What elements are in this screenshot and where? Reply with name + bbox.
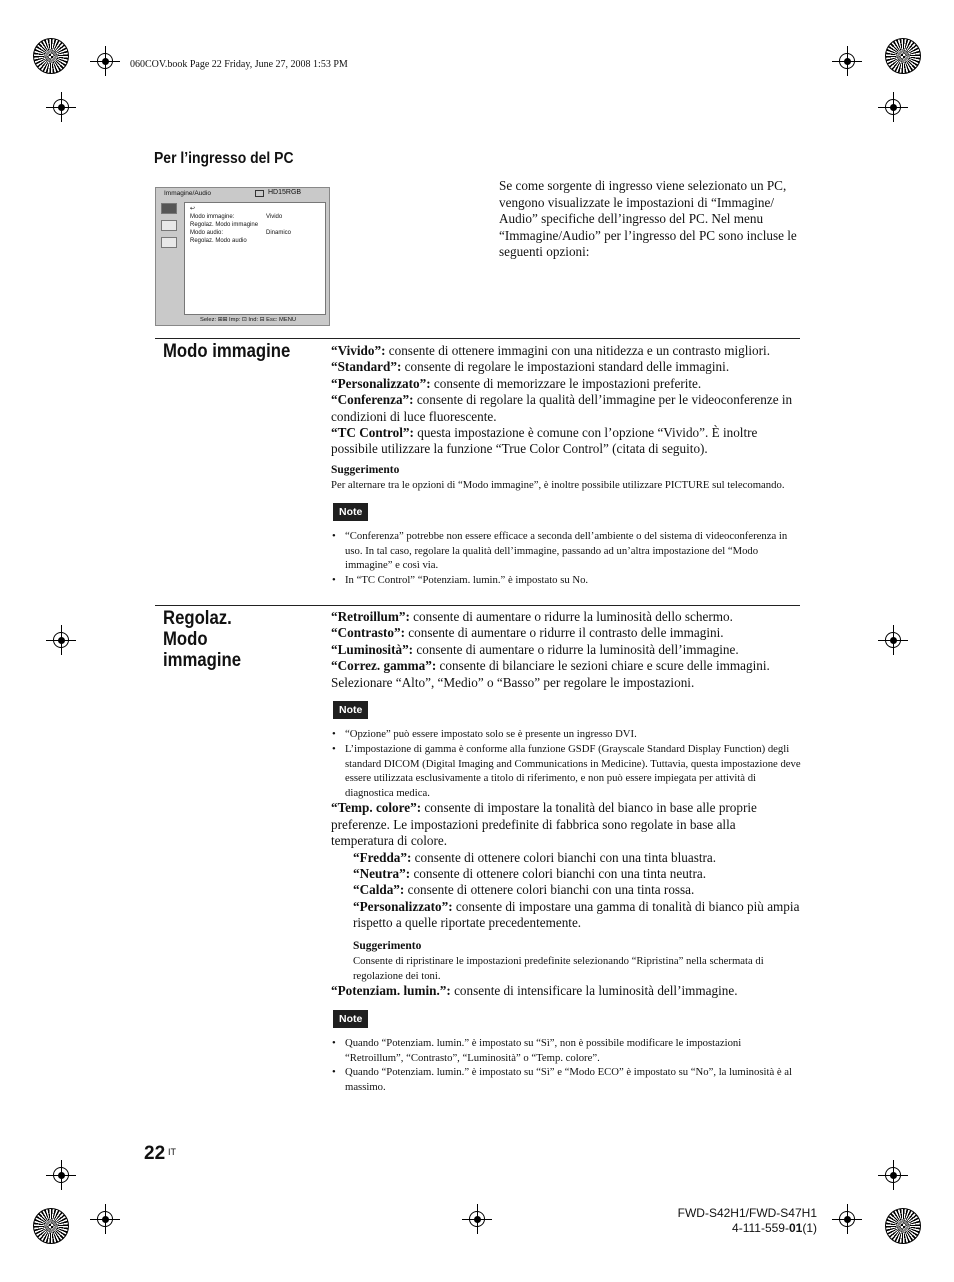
section-rule bbox=[155, 605, 800, 606]
menu-row: Modo audio: Dinamico bbox=[190, 230, 292, 236]
note-item: • “Opzione” può essere impostato solo se è presente un ingresso DVI. bbox=[331, 727, 801, 742]
menu-screenshot bbox=[155, 187, 330, 326]
option-subitem: “Calda”: consente di ottenere colori bianchi con una tinta rossa. bbox=[353, 882, 695, 898]
file-header: 060COV.book Page 22 Friday, June 27, 2008 1:53 PM bbox=[130, 59, 348, 70]
option-item: “Correz. gamma”: consente di bilanciare le sezioni chiare e scure delle immagini. Selezionare “Alto”, “Medio” o “Basso” per regolare le impostazioni. bbox=[331, 658, 770, 690]
back-icon: ↩ bbox=[190, 206, 196, 212]
registration-mark bbox=[46, 1160, 76, 1190]
note-item: • In “TC Control” “Potenziam. lumin.” è impostato su No. bbox=[331, 573, 801, 588]
menu-row: Regolaz. Modo audio bbox=[190, 238, 247, 244]
menu-row: Modo immagine: Vivido bbox=[190, 214, 283, 220]
model-code: 4-111-559-01(1) bbox=[732, 1221, 817, 1235]
option-item: “Standard”: consente di regolare le impostazioni standard delle immagini. bbox=[331, 359, 730, 375]
suggestion-text: Consente di ripristinare le impostazioni predefinite selezionando “Ripristina” nella schermata di regolazione dei toni. bbox=[353, 955, 764, 982]
intro-text: Se come sorgente di ingresso viene selezionato un PC, vengono visualizzate le impostazioni di “Immagine/ Audio” specifiche dell’ingresso del PC. Nel menu “Immagine/Audio” per l’ingresso del PC sono incluse le seguenti opzioni: bbox=[499, 178, 797, 260]
screen-source: HD15RGB bbox=[268, 189, 302, 196]
section-title-regolaz: Regolaz. Modo immagine bbox=[163, 608, 242, 671]
registration-mark bbox=[832, 46, 862, 76]
registration-mark bbox=[46, 625, 76, 655]
note-list bbox=[331, 1036, 801, 1094]
model-names: FWD-S42H1/FWD-S47H1 bbox=[677, 1206, 817, 1220]
note-list bbox=[331, 727, 801, 800]
option-item: “Contrasto”: consente di aumentare o ridurre il contrasto delle immagini. bbox=[331, 625, 724, 641]
screen-menu-panel bbox=[184, 202, 326, 315]
note-item: • Quando “Potenziam. lumin.” è impostato su “Sì” e “Modo ECO” è impostato su “No”, la luminosità è al massimo. bbox=[331, 1065, 801, 1094]
option-item: “Vivido”: consente di ottenere immagini con una nitidezza e un contrasto migliori. bbox=[331, 343, 770, 358]
note-badge: Note bbox=[333, 1010, 368, 1028]
crop-mark-star bbox=[885, 38, 921, 74]
option-item: “Luminosità”: consente di aumentare o ridurre la luminosità dell’immagine. bbox=[331, 641, 739, 657]
section-heading: Per l’ingresso del PC bbox=[154, 150, 294, 167]
crop-mark-star bbox=[885, 1208, 921, 1244]
temp-subitems bbox=[331, 850, 801, 984]
option-subitem: “Neutra”: consente di ottenere colori bianchi con una tinta neutra. bbox=[353, 866, 707, 882]
list-tab-icon bbox=[161, 237, 177, 248]
note-item: • L’impostazione di gamma è conforme alla funzione GSDF (Grayscale Standard Display Function) degli standard DICOM (Digital Imaging and Communications in Medicine). Tuttavia, questa impostazione deve essere utilizzata esclusivamente a titolo di riferimento, e non può essere impiegata per attività di diagnostica medica. bbox=[331, 742, 801, 800]
option-subitem: “Personalizzato”: consente di impostare una gamma di tonalità di bianco più ampia rispetto a quelle riportate precedentemente. bbox=[353, 898, 800, 931]
option-item: “Temp. colore”: consente di impostare la tonalità del bianco in base alle proprie preferenze. Le impostazioni predefinite di fabbrica sono regolate in base alla temperatura di colore. bbox=[331, 800, 757, 849]
registration-mark bbox=[462, 1204, 492, 1234]
option-subitem: “Fredda”: consente di ottenere colori bianchi con una tinta bluastra. bbox=[353, 849, 717, 865]
model-info bbox=[678, 1206, 817, 1236]
registration-mark bbox=[878, 625, 908, 655]
suggestion-text: Per alternare tra le opzioni di “Modo immagine”, è inoltre possibile utilizzare PICTURE sul telecomando. bbox=[331, 479, 785, 492]
suggestion-heading: Suggerimento bbox=[353, 939, 422, 952]
option-item: “Potenziam. lumin.”: consente di intensificare la luminosità dell’immagine. bbox=[331, 983, 738, 999]
section-rule bbox=[155, 338, 800, 339]
page-language: IT bbox=[168, 1147, 176, 1157]
regolaz-body bbox=[331, 609, 801, 1094]
note-item: • “Conferenza” potrebbe non essere efficace a seconda dell’ambiente o del sistema di videoconferenza in uso. In tal caso, regolare la qualità dell’immagine, passando ad un’altra impostazione del “Modo immagine” e così via. bbox=[331, 529, 801, 573]
registration-mark bbox=[832, 1204, 862, 1234]
registration-mark bbox=[878, 92, 908, 122]
modo-immagine-body bbox=[331, 343, 801, 588]
screen-title: Immagine/Audio bbox=[164, 190, 211, 197]
registration-mark bbox=[46, 92, 76, 122]
suggestion-heading: Suggerimento bbox=[331, 463, 400, 476]
registration-mark bbox=[90, 46, 120, 76]
option-item: “Retroillum”: consente di aumentare o ridurre la luminosità dello schermo. bbox=[331, 609, 733, 624]
picture-tab-icon bbox=[161, 203, 177, 214]
note-badge: Note bbox=[333, 503, 368, 521]
registration-mark bbox=[90, 1204, 120, 1234]
note-badge: Note bbox=[333, 701, 368, 719]
option-item: “Conferenza”: consente di regolare la qualità dell’immagine per le videoconferenze in condizioni di luce fluorescente. bbox=[331, 392, 793, 424]
note-item: • Quando “Potenziam. lumin.” è impostato su “Sì”, non è possibile modificare le impostazioni “Retroillum”, “Contrasto”, “Luminosità” o “Temp. colore”. bbox=[331, 1036, 801, 1065]
input-icon bbox=[255, 190, 264, 197]
crop-mark-star bbox=[33, 1208, 69, 1244]
screen-footer: Selez: ⊞⊞ Imp: ⊡ Ind: ⊟ Esc: MENU bbox=[200, 317, 297, 323]
option-item: “Personalizzato”: consente di memorizzare le impostazioni preferite. bbox=[331, 375, 702, 391]
menu-row: Regolaz. Modo immagine bbox=[190, 222, 259, 228]
section-title-modo-immagine: Modo immagine bbox=[163, 341, 291, 362]
page-number: 22 bbox=[144, 1143, 166, 1164]
registration-mark bbox=[878, 1160, 908, 1190]
setup-tab-icon bbox=[161, 220, 177, 231]
note-list bbox=[331, 529, 801, 587]
crop-mark-star bbox=[33, 38, 69, 74]
option-item: “TC Control”: questa impostazione è comune con l’opzione “Vivido”. È inoltre possibile utilizzare la funzione “True Color Control” (citata di seguito). bbox=[331, 425, 758, 457]
